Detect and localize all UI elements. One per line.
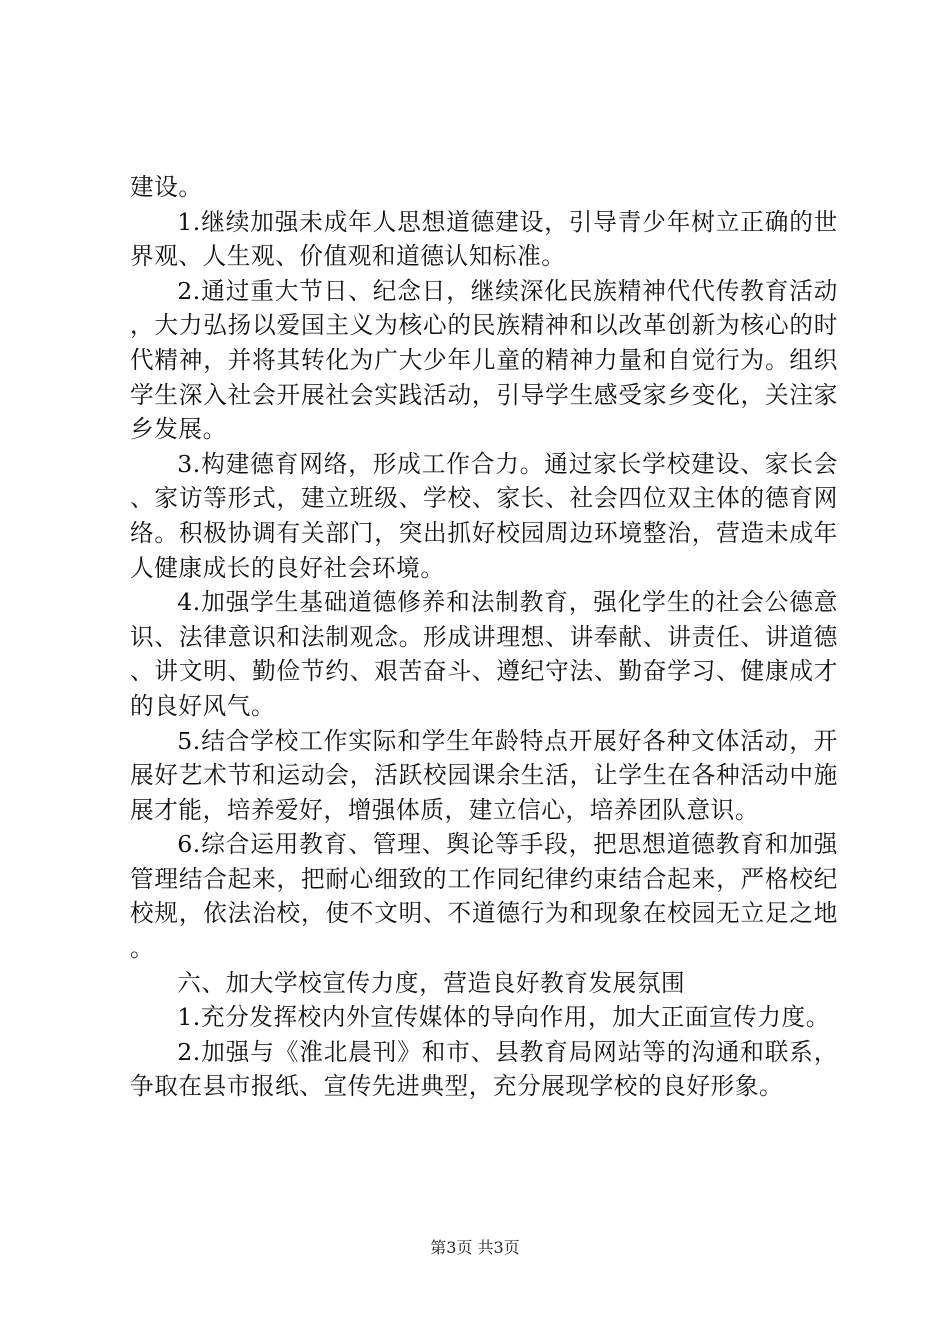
section-heading-six: 六、加大学校宣传力度，营造良好教育发展氛围 xyxy=(177,968,686,997)
paragraph-section6-item-2: 2.加强与《淮北晨刊》和市、县教育局网站等的沟通和联系，争取在县市报纸、宣传先进典型，充分展现学校的良好形象。 xyxy=(130,1037,838,1101)
paragraph-item-1: 1.继续加强未成年人思想道德建设，引导青少年树立正确的世界观、人生观、价值观和道德认知标准。 xyxy=(130,207,838,271)
paragraph-item-5: 5.结合学校工作实际和学生年龄特点开展好各种文体活动，开展好艺术节和运动会，活跃校园课余生活，让学生在各种活动中施展才能，培养爱好，增强体质，建立信心，培养团队意识。 xyxy=(130,726,838,824)
paragraph-item-4: 4.加强学生基础道德修养和法制教育，强化学生的社会公德意识、法律意识和法制观念。形成讲理想、讲奉献、讲责任、讲道德、讲文明、勤俭节约、艰苦奋斗、遵纪守法、勤奋学习、健康成才的良好风气。 xyxy=(130,588,838,720)
paragraph-continuation: 建设。 xyxy=(130,173,203,201)
page-footer: 第3页 共3页 xyxy=(430,1238,520,1257)
paragraph-section6-item-1: 1.充分发挥校内外宣传媒体的导向作用，加大正面宣传力度。 xyxy=(177,1003,830,1032)
paragraph-item-2: 2.通过重大节日、纪念日，继续深化民族精神代代传教育活动，大力弘扬以爱国主义为核心的民族精神和以改革创新为核心的时代精神，并将其转化为广大少年儿童的精神力量和自觉行为。组织学生深入社会开展社会实践活动，引导学生感受家乡变化，关注家乡发展。 xyxy=(130,276,838,444)
document-body xyxy=(130,170,838,1104)
paragraph-item-6: 6.综合运用教育、管理、舆论等手段，把思想道德教育和加强管理结合起来，把耐心细致的工作同纪律约束结合起来，严格校纪校规，依法治校，使不文明、不道德行为和现象在校园无立足之地。 xyxy=(130,830,838,963)
paragraph-item-3: 3.构建德育网络，形成工作合力。通过家长学校建设、家长会、家访等形式，建立班级、学校、家长、社会四位双主体的德育网络。积极协调有关部门，突出抓好校园周边环境整治，营造未成年人健康成长的良好社会环境。 xyxy=(130,449,838,582)
